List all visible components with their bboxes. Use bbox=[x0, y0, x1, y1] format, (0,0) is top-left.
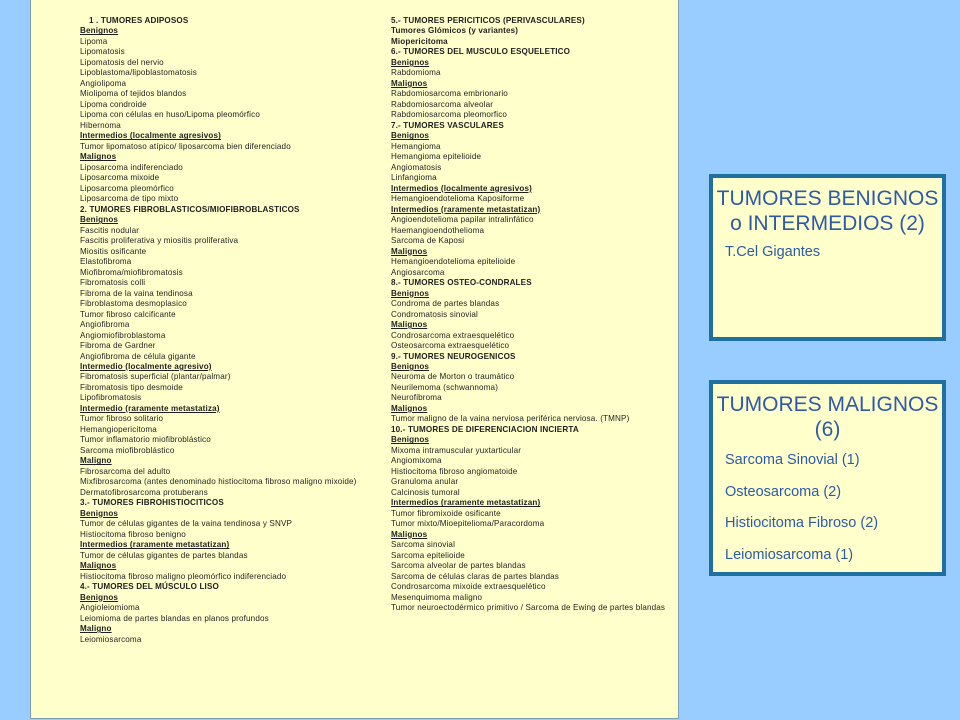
entry-line: Fibroblastoma desmoplasico bbox=[80, 299, 187, 309]
section-heading: 4.- TUMORES DEL MÚSCULO LISO bbox=[80, 582, 219, 592]
entry-line: Tumor fibroso calcificante bbox=[80, 309, 176, 319]
subsection-heading: Malignos bbox=[80, 152, 117, 162]
entry-line: Lipomatosis del nervio bbox=[80, 57, 164, 67]
entry-line: Histiocitoma fibroso maligno pleomórfico indiferenciado bbox=[80, 571, 287, 581]
subsection-heading: Intermedios (localmente agresivos) bbox=[80, 131, 221, 141]
subsection-heading: Maligno bbox=[80, 456, 112, 466]
section-heading: 5.- TUMORES PERICITICOS (PERIVASCULARES) bbox=[391, 16, 585, 25]
section-heading: 8.- TUMORES OSTEO-CONDRALES bbox=[391, 278, 532, 288]
entry-line: Tumor fibromixoide osificante bbox=[391, 508, 501, 518]
subsection-heading: Maligno bbox=[80, 624, 112, 634]
entry-line: Condrosarcoma mixoide extraesquelético bbox=[391, 582, 546, 592]
entry-line: Angiomatosis bbox=[391, 162, 442, 172]
entry-line: Sarcoma de Kaposi bbox=[391, 236, 465, 246]
entry-line: Angioendotelioma papilar intralinfático bbox=[391, 215, 534, 225]
entry-line: Linfangioma bbox=[391, 173, 437, 183]
entry-line: Tumor inflamatorio miofibroblástico bbox=[80, 435, 211, 445]
subsection-heading: Intermedio (raramente metastatiza) bbox=[80, 403, 220, 413]
entry-line: Hibernoma bbox=[80, 120, 121, 130]
entry-line: Fascitis nodular bbox=[80, 225, 140, 235]
entry-line: Tumor mixto/Mioepitelioma/Paracordoma bbox=[391, 519, 545, 529]
classification-column-left bbox=[80, 16, 372, 645]
classification-column-right bbox=[391, 16, 671, 614]
entry-line: Tumor lipomatoso atípico/ liposarcoma bien diferenciado bbox=[80, 141, 291, 151]
entry-line: Mixoma intramuscular yuxtarticular bbox=[391, 445, 522, 455]
entry-line: Miofibroma/miofibromatosis bbox=[80, 267, 183, 277]
section-heading: 9.- TUMORES NEUROGENICOS bbox=[391, 351, 516, 361]
entry-line: Liposarcoma pleomórfico bbox=[80, 183, 174, 193]
entry-line: Liposarcoma mixoide bbox=[80, 173, 160, 183]
entry-line: Tumor neuroectodérmico primitivo / Sarcoma de Ewing de partes blandas bbox=[391, 603, 666, 613]
entry-line: Hemangioma epitelioide bbox=[391, 152, 482, 162]
section-heading: 10.- TUMORES DE DIFERENCIACION INCIERTA bbox=[391, 424, 579, 434]
subsection-heading: Malignos bbox=[391, 529, 428, 539]
malignant-title: TUMORES MALIGNOS (6) bbox=[716, 393, 939, 441]
subsection-heading: Benignos bbox=[80, 26, 119, 36]
entry-line: Fibroma de la vaina tendinosa bbox=[80, 288, 193, 298]
entry-line: Fibromatosis colli bbox=[80, 278, 146, 288]
subsection-heading: Intermedios (raramente metastatizan) bbox=[391, 204, 541, 214]
subsection-heading: Benignos bbox=[80, 215, 119, 225]
subsection-heading: Benignos bbox=[391, 288, 430, 298]
entry-line: Miolipoma of tejidos blandos bbox=[80, 89, 187, 99]
entry-line: Tumor fibroso solitario bbox=[80, 414, 164, 424]
subsection-heading: Malignos bbox=[391, 403, 428, 413]
entry-line: Leiomiosarcoma bbox=[80, 634, 142, 644]
entry-line: Condrosarcoma extraesquelético bbox=[391, 330, 515, 340]
entry-line: Calcinosis tumoral bbox=[391, 487, 460, 497]
entry-line: Fascitis proliferativa y miositis proliferativa bbox=[80, 236, 239, 246]
entry-line: Miositis osificante bbox=[80, 246, 147, 256]
section-heading: 7.- TUMORES VASCULARES bbox=[391, 120, 504, 130]
malignant-panel bbox=[709, 380, 946, 576]
entry-line: Histiocitoma fibroso angiomatoide bbox=[391, 466, 518, 476]
entry-line: Liposarcoma de tipo mixto bbox=[80, 194, 179, 204]
entry-line: Lipoma bbox=[80, 36, 108, 46]
entry-line: Neurofibroma bbox=[391, 393, 442, 403]
benign-intermediate-panel bbox=[709, 174, 946, 341]
subsection-heading: Benignos bbox=[391, 435, 430, 445]
entry-line: Osteosarcoma extraesquelético bbox=[391, 341, 510, 351]
entry-line: Rabdomiosarcoma alveolar bbox=[391, 99, 494, 109]
section-heading: Miopericitoma bbox=[391, 36, 448, 46]
entry-line: Hemangioendotelioma Kaposiforme bbox=[391, 194, 525, 204]
entry-line: Histiocitoma fibroso benigno bbox=[80, 529, 186, 539]
subsection-heading: Benignos bbox=[391, 131, 430, 141]
entry-line: Lipomatosis bbox=[80, 47, 125, 57]
entry-line: Neuroma de Morton o traumático bbox=[391, 372, 515, 382]
malignant-item: Osteosarcoma (2) bbox=[725, 483, 842, 500]
subsection-heading: Intermedios (raramente metastatizan) bbox=[391, 498, 541, 508]
entry-line: Angioleiomioma bbox=[80, 603, 140, 613]
entry-line: Angiomixoma bbox=[391, 456, 442, 466]
entry-line: Neurilemoma (schwannoma) bbox=[391, 382, 499, 392]
entry-line: Fibromatosis superficial (plantar/palmar) bbox=[80, 372, 231, 382]
section-heading: 6.- TUMORES DEL MUSCULO ESQUELETICO bbox=[391, 47, 571, 57]
malignant-item: Leiomiosarcoma (1) bbox=[725, 546, 854, 563]
subsection-heading: Benignos bbox=[80, 508, 119, 518]
subsection-heading: Malignos bbox=[391, 320, 428, 330]
entry-line: Hemangioendotelioma epitelioide bbox=[391, 257, 516, 267]
subsection-heading: Intermedio (localmente agresivo) bbox=[80, 361, 212, 371]
entry-line: Haemangioendothelioma bbox=[391, 225, 485, 235]
entry-line: Liposarcoma indiferenciado bbox=[80, 162, 183, 172]
section-heading: 3.- TUMORES FIBROHISTIOCITICOS bbox=[80, 498, 224, 508]
subsection-heading: Intermedios (localmente agresivos) bbox=[391, 183, 532, 193]
entry-line: Condromatosis sinovial bbox=[391, 309, 478, 319]
entry-line: Sarcoma de células claras de partes blandas bbox=[391, 571, 559, 581]
entry-line: Rabdomiosarcoma embrionario bbox=[391, 89, 508, 99]
entry-line: Fibrosarcoma del adulto bbox=[80, 466, 171, 476]
entry-line: Rabdomiosarcoma pleomorfico bbox=[391, 110, 508, 120]
entry-line: Lipoma condroide bbox=[80, 99, 147, 109]
entry-line: Hemangiopericitoma bbox=[80, 424, 157, 434]
subsection-heading: Malignos bbox=[391, 78, 428, 88]
entry-line: Fibroma de Gardner bbox=[80, 341, 156, 351]
entry-line: Angiofibroma de célula gigante bbox=[80, 351, 196, 361]
entry-line: Fibromatosis tipo desmoide bbox=[80, 382, 183, 392]
entry-line: Lipofibromatosis bbox=[80, 393, 142, 403]
entry-line: Lipoma con células en huso/Lipoma pleomórfico bbox=[80, 110, 260, 120]
entry-line: Lipoblastoma/lipoblastomatosis bbox=[80, 68, 197, 78]
entry-line: Granuloma anular bbox=[391, 477, 459, 487]
entry-line: Tumor de células gigantes de partes blandas bbox=[80, 550, 248, 560]
entry-line: Tumor maligno de la vaina nerviosa periférica nerviosa. (TMNP) bbox=[391, 414, 630, 424]
subsection-heading: Benignos bbox=[391, 361, 430, 371]
section-heading: 1 . TUMORES ADIPOSOS bbox=[89, 16, 189, 25]
subsection-heading: Malignos bbox=[391, 246, 428, 256]
entry-line: Angiolipoma bbox=[80, 78, 127, 88]
entry-line: Sarcoma sinovial bbox=[391, 540, 456, 550]
malignant-item: Histiocitoma Fibroso (2) bbox=[725, 515, 879, 531]
entry-line: Sarcoma miofibroblástico bbox=[80, 445, 175, 455]
entry-line: Angiomiofibroblastoma bbox=[80, 330, 166, 340]
subsection-heading: Benignos bbox=[391, 57, 430, 67]
entry-line: Angiofibroma bbox=[80, 320, 130, 330]
section-heading: Tumores Glómicos (y variantes) bbox=[391, 26, 519, 36]
subsection-heading: Malignos bbox=[80, 561, 117, 571]
benign-intermediate-title: TUMORES BENIGNOS o INTERMEDIOS (2) bbox=[716, 187, 939, 235]
entry-line: Sarcoma epitelioide bbox=[391, 550, 465, 560]
entry-line: Elastofibroma bbox=[80, 257, 132, 267]
classification-document bbox=[30, 0, 679, 719]
subsection-heading: Benignos bbox=[80, 592, 119, 602]
entry-line: Angiosarcoma bbox=[391, 267, 445, 277]
subsection-heading: Intermedios (raramente metastatizan) bbox=[80, 540, 230, 550]
benign-item: T.Cel Gigantes bbox=[725, 244, 821, 260]
entry-line: Hemangioma bbox=[391, 141, 441, 151]
entry-line: Dermatofibrosarcoma protuberans bbox=[80, 487, 208, 497]
section-heading: 2. TUMORES FIBROBLASTICOS/MIOFIBROBLASTICOS bbox=[80, 204, 300, 214]
entry-line: Mixfibrosarcoma (antes denominado histiocitoma fibroso maligno mixoide) bbox=[80, 477, 357, 487]
entry-line: Rabdomioma bbox=[391, 68, 441, 78]
malignant-item: Sarcoma Sinovial (1) bbox=[725, 452, 860, 468]
entry-line: Leiomioma de partes blandas en planos profundos bbox=[80, 613, 269, 623]
entry-line: Mesenquimoma maligno bbox=[391, 592, 483, 602]
entry-line: Sarcoma alveolar de partes blandas bbox=[391, 561, 526, 571]
entry-line: Condroma de partes blandas bbox=[391, 299, 500, 309]
entry-line: Tumor de células gigantes de la vaina tendinosa y SNVP bbox=[80, 519, 293, 529]
